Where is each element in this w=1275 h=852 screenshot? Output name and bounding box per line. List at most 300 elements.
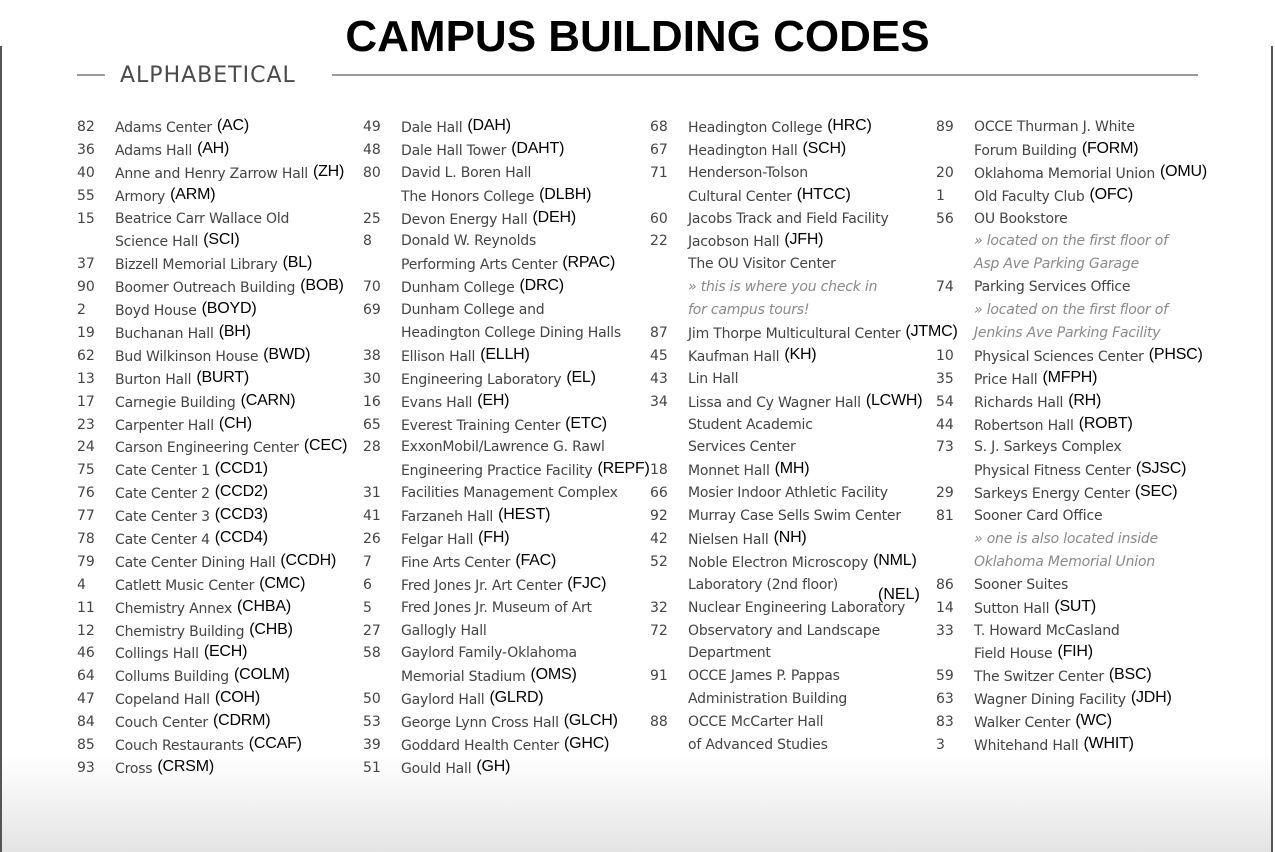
building-name bbox=[401, 302, 545, 318]
building-name-text: Donald W. Reynolds bbox=[401, 233, 537, 250]
building-number: 89 bbox=[936, 119, 954, 135]
building-number: 22 bbox=[650, 233, 668, 250]
building-note bbox=[688, 302, 809, 318]
building-name bbox=[974, 508, 1102, 524]
building-code: (MFPH) bbox=[1042, 368, 1098, 386]
building-code: (CCDH) bbox=[280, 551, 337, 569]
building-number: 17 bbox=[77, 393, 95, 410]
building-code: (SCI) bbox=[203, 231, 240, 249]
building-name bbox=[115, 668, 290, 686]
building-code: (CCD4) bbox=[214, 529, 268, 547]
building-name-text: Buchanan Hall bbox=[115, 326, 214, 343]
building-name bbox=[401, 368, 596, 389]
building-number: 38 bbox=[363, 347, 381, 364]
building-number: 72 bbox=[650, 622, 668, 639]
building-number: 24 bbox=[77, 439, 95, 456]
building-number: 5 bbox=[363, 599, 372, 616]
building-code: (FJC) bbox=[567, 574, 607, 592]
building-name bbox=[115, 485, 268, 503]
building-code: (REPF) bbox=[597, 460, 650, 478]
building-name-text: OCCE McCarter Hall bbox=[688, 714, 824, 731]
building-name bbox=[401, 414, 607, 435]
building-name-text: Carnegie Building bbox=[115, 394, 236, 411]
building-code: (WHIT) bbox=[1083, 735, 1134, 753]
building-name bbox=[688, 345, 817, 366]
building-code: (SEC) bbox=[1134, 483, 1178, 501]
building-name bbox=[401, 165, 531, 181]
building-number: 79 bbox=[77, 553, 95, 570]
building-name bbox=[688, 577, 838, 593]
building-name bbox=[401, 757, 511, 778]
building-name-text: » one is also located inside bbox=[974, 531, 1159, 548]
building-name-text: Fred Jones Jr. Art Center bbox=[401, 577, 563, 594]
building-number: 31 bbox=[363, 485, 381, 502]
building-code: (EL) bbox=[566, 368, 596, 386]
building-name bbox=[401, 185, 592, 206]
building-number: 83 bbox=[936, 714, 954, 731]
building-name-text: Dunham College and bbox=[401, 302, 545, 319]
building-name-text: Carpenter Hall bbox=[115, 417, 214, 434]
building-name bbox=[115, 302, 256, 320]
building-name bbox=[688, 462, 809, 480]
building-name-text: The Switzer Center bbox=[974, 669, 1104, 686]
building-note bbox=[974, 325, 1160, 341]
building-note bbox=[688, 279, 877, 295]
building-code: (NML) bbox=[873, 551, 917, 569]
building-name bbox=[688, 551, 917, 572]
building-note bbox=[974, 302, 1168, 318]
building-code: (OMS) bbox=[530, 666, 577, 684]
building-number: 43 bbox=[650, 370, 668, 387]
building-number: 78 bbox=[77, 531, 95, 548]
building-name-text: OCCE Thurman J. White bbox=[974, 119, 1135, 135]
building-code: (BWD) bbox=[263, 345, 311, 363]
building-number: 45 bbox=[650, 347, 668, 364]
building-name bbox=[401, 462, 650, 480]
building-name bbox=[974, 368, 1098, 389]
building-code: (JTMC) bbox=[905, 323, 958, 341]
building-name bbox=[974, 139, 1139, 160]
building-number: 12 bbox=[77, 622, 95, 639]
building-name bbox=[688, 439, 796, 455]
building-name bbox=[974, 391, 1102, 412]
building-number: 10 bbox=[936, 347, 954, 364]
building-code: (GHC) bbox=[563, 735, 610, 753]
building-name bbox=[115, 645, 247, 663]
building-name-text: Physical Fitness Center bbox=[974, 463, 1131, 480]
building-name-text: Nuclear Engineering Laboratory bbox=[688, 599, 906, 616]
building-name bbox=[688, 211, 889, 227]
building-number: 14 bbox=[936, 599, 954, 616]
building-name bbox=[688, 165, 808, 181]
building-number: 58 bbox=[363, 645, 381, 662]
building-name-text: Evans Hall bbox=[401, 394, 473, 411]
building-name bbox=[115, 345, 311, 366]
building-name bbox=[688, 691, 847, 707]
building-name bbox=[115, 162, 345, 183]
building-number: 87 bbox=[650, 325, 668, 342]
building-name-text: The OU Visitor Center bbox=[688, 256, 836, 273]
building-name-text: Dale Hall bbox=[401, 120, 463, 136]
building-number: 19 bbox=[77, 325, 95, 342]
building-name-text: Physical Sciences Center bbox=[974, 348, 1144, 365]
building-name-text: Services Center bbox=[688, 439, 796, 456]
building-name bbox=[401, 623, 487, 639]
building-name-text: Dale Hall Tower bbox=[401, 142, 507, 159]
building-name-text: Sooner Card Office bbox=[974, 508, 1103, 525]
building-number: 46 bbox=[77, 645, 95, 662]
building-name-text: Field House bbox=[974, 646, 1053, 663]
building-number: 42 bbox=[650, 531, 668, 548]
building-name bbox=[974, 279, 1130, 295]
building-name bbox=[401, 325, 621, 341]
building-code: (ECH) bbox=[203, 643, 248, 661]
building-code: (RH) bbox=[1068, 391, 1102, 409]
building-name bbox=[974, 577, 1068, 593]
building-name-text: Carson Engineering Center bbox=[115, 440, 299, 457]
building-name-text: Lin Hall bbox=[688, 370, 739, 387]
building-name bbox=[688, 391, 923, 412]
building-number: 62 bbox=[77, 347, 95, 364]
building-code: (BH) bbox=[218, 323, 251, 341]
building-number: 20 bbox=[936, 164, 954, 181]
building-name bbox=[974, 485, 1177, 503]
building-name-text: for campus tours! bbox=[688, 302, 810, 319]
building-code: (CARN) bbox=[240, 391, 296, 409]
building-name-text: Jim Thorpe Multicultural Center bbox=[688, 326, 901, 343]
building-name bbox=[974, 345, 1203, 366]
building-name-text: Henderson-Tolson bbox=[688, 164, 808, 181]
building-name-text: Sooner Suites bbox=[974, 576, 1069, 593]
building-name-text: Boomer Outreach Building bbox=[115, 280, 296, 297]
building-name-text: Monnet Hall bbox=[688, 463, 770, 480]
building-name bbox=[401, 279, 564, 297]
building-number: 67 bbox=[650, 141, 668, 158]
building-name bbox=[401, 256, 615, 274]
building-code: (CRSM) bbox=[157, 757, 214, 775]
building-name-text: Couch Restaurants bbox=[115, 738, 244, 755]
building-name bbox=[401, 645, 577, 661]
building-number: 28 bbox=[363, 439, 381, 456]
building-code: (ARM) bbox=[170, 185, 216, 203]
building-code: (DEH) bbox=[532, 208, 576, 226]
building-number: 53 bbox=[363, 714, 381, 731]
building-number: 91 bbox=[650, 668, 668, 685]
building-code: (CHBA) bbox=[237, 597, 291, 615]
building-name bbox=[688, 139, 846, 160]
building-name-text: Jenkins Ave Parking Facility bbox=[974, 325, 1161, 342]
building-name bbox=[115, 531, 268, 549]
building-note bbox=[974, 256, 1139, 272]
building-name bbox=[401, 600, 592, 616]
building-name bbox=[115, 414, 252, 435]
building-name bbox=[115, 757, 214, 778]
building-name bbox=[974, 645, 1093, 663]
building-name-text: Armory bbox=[115, 188, 166, 205]
building-number: 51 bbox=[363, 759, 381, 776]
building-code: (HTCC) bbox=[796, 185, 851, 203]
building-name-text: Catlett Music Center bbox=[115, 577, 255, 594]
building-code: (GLCH) bbox=[563, 712, 618, 730]
building-name bbox=[401, 531, 509, 549]
building-name-text: » located on the first floor of bbox=[974, 233, 1168, 250]
building-name bbox=[401, 508, 550, 526]
building-name bbox=[688, 737, 828, 753]
building-name bbox=[688, 508, 901, 524]
building-name-text: Headington College bbox=[688, 120, 823, 136]
building-name bbox=[115, 139, 230, 160]
building-name-text: Adams Center bbox=[115, 120, 212, 136]
building-name-text: Cate Center 2 bbox=[115, 486, 210, 503]
building-number: 8 bbox=[363, 233, 372, 250]
building-name-text: Cate Center Dining Hall bbox=[115, 554, 276, 571]
building-name-text: Headington College Dining Halls bbox=[401, 325, 621, 342]
building-name-text: Gallogly Hall bbox=[401, 622, 487, 639]
building-number: 75 bbox=[77, 462, 95, 479]
building-code: (BSC) bbox=[1108, 666, 1152, 684]
building-number: 33 bbox=[936, 622, 954, 639]
building-name bbox=[115, 256, 312, 274]
building-name bbox=[401, 139, 565, 160]
building-name-text: Mosier Indoor Athletic Facility bbox=[688, 485, 888, 502]
building-code: (ZH) bbox=[312, 162, 345, 180]
building-code: (CCD2) bbox=[214, 483, 268, 501]
building-name-text: Farzaneh Hall bbox=[401, 509, 494, 526]
building-number: 34 bbox=[650, 393, 668, 410]
building-number: 93 bbox=[77, 759, 95, 776]
building-name-text: Nielsen Hall bbox=[688, 532, 769, 549]
building-name-text: Adams Hall bbox=[115, 142, 193, 159]
building-name-text: Headington Hall bbox=[688, 142, 798, 159]
building-number: 15 bbox=[77, 210, 95, 227]
building-number: 1 bbox=[936, 187, 945, 204]
nel-code: (NEL) bbox=[878, 586, 920, 603]
building-code: (CEC) bbox=[303, 437, 348, 455]
building-number: 25 bbox=[363, 210, 381, 227]
building-name bbox=[401, 668, 577, 686]
building-name-text: Walker Center bbox=[974, 715, 1071, 732]
building-number: 77 bbox=[77, 508, 95, 525]
building-name bbox=[115, 211, 289, 227]
building-name-text: Ellison Hall bbox=[401, 348, 476, 365]
building-name-text: Asp Ave Parking Garage bbox=[974, 256, 1139, 273]
building-name-text: Devon Energy Hall bbox=[401, 211, 528, 228]
building-code: (EH) bbox=[477, 391, 510, 409]
building-name bbox=[688, 531, 807, 549]
building-name bbox=[401, 119, 511, 137]
building-number: 54 bbox=[936, 393, 954, 410]
building-name-text: Felgar Hall bbox=[401, 532, 474, 549]
building-number: 4 bbox=[77, 576, 86, 593]
building-number: 47 bbox=[77, 691, 95, 708]
building-number: 80 bbox=[363, 164, 381, 181]
building-name-text: Observatory and Landscape bbox=[688, 622, 880, 639]
building-code: (HRC) bbox=[827, 117, 872, 134]
building-name bbox=[974, 623, 1120, 639]
building-name-text: OU Bookstore bbox=[974, 210, 1068, 227]
building-name-text: Bizzell Memorial Library bbox=[115, 257, 278, 274]
building-name-text: Wagner Dining Facility bbox=[974, 692, 1126, 709]
building-code: (ELLH) bbox=[480, 345, 530, 363]
building-code: (HEST) bbox=[498, 506, 551, 524]
building-name-text: Richards Hall bbox=[974, 394, 1064, 411]
building-name bbox=[401, 574, 607, 595]
building-number: 90 bbox=[77, 279, 95, 296]
building-number: 64 bbox=[77, 668, 95, 685]
building-code: (FH) bbox=[478, 529, 510, 547]
building-code: (FIH) bbox=[1057, 643, 1093, 661]
building-code: (FORM) bbox=[1081, 139, 1139, 157]
building-code: (CH) bbox=[218, 414, 252, 432]
building-name-text: Burton Hall bbox=[115, 371, 192, 388]
building-name bbox=[974, 714, 1112, 732]
building-code: (JFH) bbox=[784, 231, 824, 249]
building-number: 59 bbox=[936, 668, 954, 685]
building-name-text: Goddard Health Center bbox=[401, 738, 559, 755]
building-number: 50 bbox=[363, 691, 381, 708]
building-name bbox=[115, 691, 260, 709]
building-name bbox=[115, 737, 302, 755]
building-name bbox=[401, 391, 510, 412]
building-name bbox=[974, 668, 1151, 686]
building-code: (CMC) bbox=[259, 574, 306, 592]
building-number: 60 bbox=[650, 210, 668, 227]
building-code: (WC) bbox=[1075, 712, 1112, 730]
building-name-text: Engineering Practice Facility bbox=[401, 463, 593, 480]
building-name-text: Oklahoma Memorial Union bbox=[974, 165, 1156, 182]
building-name-text: Administration Building bbox=[688, 691, 848, 708]
building-number: 16 bbox=[363, 393, 381, 410]
building-code: (BOB) bbox=[300, 277, 344, 295]
building-name-text: Fred Jones Jr. Museum of Art bbox=[401, 599, 592, 616]
building-name-text: Anne and Henry Zarrow Hall bbox=[115, 165, 308, 182]
building-name-text: Price Hall bbox=[974, 371, 1038, 388]
building-name bbox=[688, 371, 738, 387]
building-number: 88 bbox=[650, 714, 668, 731]
building-name-text: Cross bbox=[115, 760, 153, 777]
building-number: 69 bbox=[363, 302, 381, 319]
building-name bbox=[974, 185, 1133, 206]
building-number: 23 bbox=[77, 416, 95, 433]
building-name-text: Engineering Laboratory bbox=[401, 371, 562, 388]
building-name-text: Facilities Management Complex bbox=[401, 485, 618, 502]
building-name bbox=[974, 162, 1208, 183]
building-number: 85 bbox=[77, 737, 95, 754]
building-number: 81 bbox=[936, 508, 954, 525]
building-code: (COH) bbox=[214, 689, 261, 707]
building-name bbox=[688, 417, 813, 433]
building-number: 18 bbox=[650, 462, 668, 479]
building-name-text: Laboratory (2nd floor) bbox=[688, 576, 839, 593]
building-name-text: Everest Training Center bbox=[401, 417, 561, 434]
building-name-text: Dunham College bbox=[401, 280, 515, 297]
building-name-text: Kaufman Hall bbox=[688, 348, 780, 365]
building-number: 65 bbox=[363, 416, 381, 433]
building-name-text: » located on the first floor of bbox=[974, 302, 1168, 319]
building-number: 63 bbox=[936, 691, 954, 708]
building-code: (MH) bbox=[774, 460, 810, 478]
building-code: (SUT) bbox=[1054, 597, 1096, 615]
building-code: (COLM) bbox=[233, 666, 290, 684]
building-name-text: Collings Hall bbox=[115, 646, 199, 663]
building-number: 3 bbox=[936, 737, 945, 754]
building-name bbox=[401, 551, 557, 572]
building-name-text: Cate Center 4 bbox=[115, 532, 210, 549]
building-name-text: Department bbox=[688, 645, 771, 662]
building-number: 82 bbox=[77, 119, 95, 135]
building-name-text: Copeland Hall bbox=[115, 692, 210, 709]
building-code: (PHSC) bbox=[1148, 345, 1203, 363]
building-name bbox=[401, 208, 576, 229]
building-name-text: Sutton Hall bbox=[974, 600, 1050, 617]
building-name bbox=[115, 119, 249, 137]
building-name-text: The Honors College bbox=[401, 188, 535, 205]
building-number: 44 bbox=[936, 416, 954, 433]
building-name-text: Science Hall bbox=[115, 234, 199, 251]
building-number: 39 bbox=[363, 737, 381, 754]
building-code: (DAH) bbox=[467, 117, 511, 134]
building-number: 13 bbox=[77, 370, 95, 387]
building-code: (OFC) bbox=[1089, 185, 1133, 203]
building-name-text: Robertson Hall bbox=[974, 417, 1074, 434]
building-code: (BOYD) bbox=[201, 300, 257, 318]
section-label: ALPHABETICAL bbox=[120, 63, 296, 88]
building-code: (BURT) bbox=[196, 368, 250, 386]
building-name-text: Gaylord Hall bbox=[401, 692, 485, 709]
building-name bbox=[688, 600, 905, 616]
building-name-text: » this is where you check in bbox=[688, 279, 878, 296]
building-name-text: Whitehand Hall bbox=[974, 738, 1079, 755]
building-name bbox=[688, 668, 840, 684]
building-code: (CCD3) bbox=[214, 506, 268, 524]
building-name bbox=[115, 368, 250, 389]
building-number: 35 bbox=[936, 370, 954, 387]
building-name-text: of Advanced Studies bbox=[688, 737, 828, 754]
header-rule-right bbox=[332, 74, 1198, 76]
building-name bbox=[115, 439, 347, 457]
building-name bbox=[688, 645, 771, 661]
building-name-text: Cate Center 3 bbox=[115, 509, 210, 526]
building-name bbox=[688, 485, 888, 501]
building-name bbox=[401, 714, 618, 732]
building-number: 40 bbox=[77, 164, 95, 181]
building-name-text: Sarkeys Energy Center bbox=[974, 486, 1130, 503]
building-name-text: Couch Center bbox=[115, 715, 208, 732]
building-name-text: Fine Arts Center bbox=[401, 554, 511, 571]
building-name bbox=[401, 345, 530, 366]
building-name-text: George Lynn Cross Hall bbox=[401, 715, 559, 732]
building-name-text: ExxonMobil/Lawrence G. Rawl bbox=[401, 439, 605, 456]
building-name bbox=[115, 185, 216, 206]
building-number: 49 bbox=[363, 119, 381, 135]
building-name-text: Collums Building bbox=[115, 669, 229, 686]
building-number: 11 bbox=[77, 599, 95, 616]
building-code: (GH) bbox=[476, 757, 511, 775]
building-name-text: Gould Hall bbox=[401, 760, 472, 777]
building-name bbox=[115, 462, 268, 480]
header-rule-left bbox=[77, 74, 105, 76]
building-name-text: Chemistry Annex bbox=[115, 600, 233, 617]
building-number: 76 bbox=[77, 485, 95, 502]
building-code: (RPAC) bbox=[562, 254, 616, 272]
building-number: 27 bbox=[363, 622, 381, 639]
building-name-text: Noble Electron Microscopy bbox=[688, 554, 869, 571]
building-name-text: Memorial Stadium bbox=[401, 669, 526, 686]
building-code: (CCD1) bbox=[214, 460, 268, 478]
building-name bbox=[115, 325, 251, 343]
building-name bbox=[115, 620, 293, 641]
building-code: (ETC) bbox=[565, 414, 607, 432]
